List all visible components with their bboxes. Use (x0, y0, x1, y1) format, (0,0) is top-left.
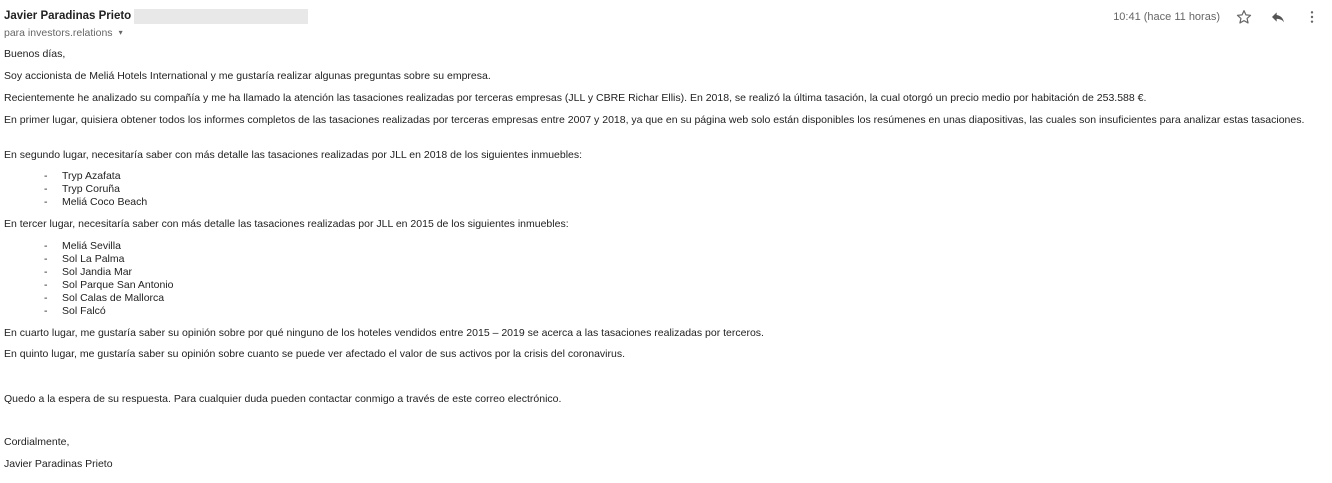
first-request-paragraph: En primer lugar, quisiera obtener todos los informes completos de las tasaciones realizadas por terceras empresas entre 2007 y 2018, ya que en su página web solo están disponibles los resúmenes en unas diapositivas, las cuales son insuficientes para analizar estas tasaciones. (4, 114, 1305, 126)
list-item: - Sol Parque San Antonio (44, 279, 174, 291)
list-item: - Sol La Palma (44, 253, 125, 265)
list-item: - Sol Jandia Mar (44, 266, 133, 278)
star-button[interactable] (1234, 8, 1254, 26)
list-item: - Meliá Sevilla (44, 240, 121, 252)
sender-email-redacted (134, 9, 308, 24)
intro-paragraph: Soy accionista de Meliá Hotels International y me gustaría realizar algunas preguntas sobre su empresa. (4, 70, 491, 82)
context-paragraph: Recientemente he analizado su compañía y me ha llamado la atención las tasaciones realizadas por terceras empresas (JLL y CBRE Richar Ellis). En 2018, se realizó la última tasación, la cual otorgó un precio medio por habitación de 253.588 €. (4, 92, 1147, 104)
fifth-request-paragraph: En quinto lugar, me gustaría saber su opinión sobre cuanto se puede ver afectado el valor de sus activos por la crisis del coronavirus. (4, 348, 626, 360)
list-item: - Tryp Coruña (44, 183, 120, 195)
greeting: Buenos días, (4, 48, 66, 60)
reply-icon (1270, 9, 1286, 25)
reply-button[interactable] (1268, 8, 1288, 26)
closing-paragraph: Quedo a la espera de su respuesta. Para cualquier duda pueden contactar conmigo a través de este correo electrónico. (4, 393, 562, 405)
sender-name[interactable]: Javier Paradinas Prieto (4, 10, 132, 22)
message-timestamp: 10:41 (hace 11 horas) (1113, 11, 1220, 23)
chevron-down-icon: ▾ (118, 28, 123, 37)
recipient-label: para investors.relations (4, 27, 113, 39)
list-item: - Sol Falcó (44, 305, 106, 317)
star-icon (1236, 9, 1252, 25)
recipient-details-toggle[interactable] (4, 27, 123, 39)
third-request-paragraph: En tercer lugar, necesitaría saber con más detalle las tasaciones realizadas por JLL en 2015 de los siguientes inmuebles: (4, 218, 569, 230)
list-item: - Tryp Azafata (44, 170, 121, 182)
fourth-request-paragraph: En cuarto lugar, me gustaría saber su opinión sobre por qué ninguno de los hoteles vendidos entre 2015 – 2019 se acerca a las tasaciones realizadas por terceros. (4, 327, 764, 339)
more-vert-icon (1304, 9, 1320, 25)
signoff: Cordialmente, (4, 436, 70, 448)
list-item: - Meliá Coco Beach (44, 196, 148, 208)
second-request-paragraph: En segundo lugar, necesitaría saber con más detalle las tasaciones realizadas por JLL en 2018 de los siguientes inmuebles: (4, 149, 583, 161)
signature: Javier Paradinas Prieto (4, 458, 113, 470)
more-options-button[interactable] (1302, 8, 1322, 26)
list-item: - Sol Calas de Mallorca (44, 292, 165, 304)
email-header (4, 8, 1332, 44)
